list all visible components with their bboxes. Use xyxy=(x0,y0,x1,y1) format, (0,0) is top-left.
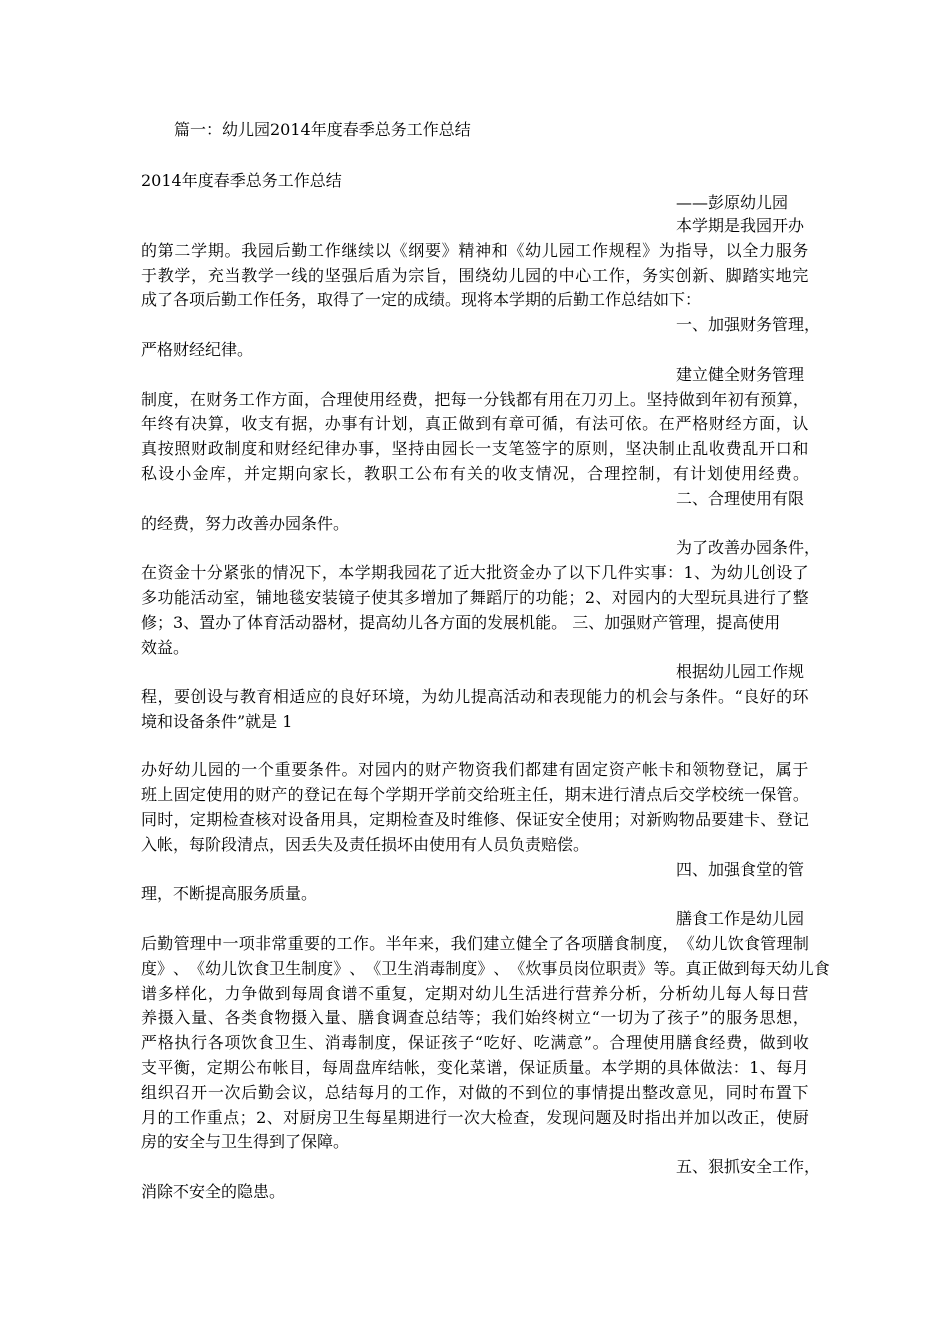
body-line: 本学期是我园开办 xyxy=(676,216,805,235)
body-line: 谱 多 样 化 ， 力 争 做 到 每 周 食 谱 不 重 复 ， 定 期 对 幼 儿 生 活 进 行 营 养 分 析 ， 分 析 幼 儿 每 人 每 日 营 xyxy=(141,984,809,1003)
body-line: 膳食工作是幼儿园 xyxy=(676,909,805,928)
body-line: 班 上 固 定 使 用 的 财 产 的 登 记 在 每 个 学 期 开 学 前 交 给 班 主 任 ， 期 末 进 行 清 点 后 交 学 校 统 一 保 管 。 xyxy=(141,785,809,804)
body-line: 程 ， 要 创 设 与 教 育 相 适 应 的 良 好 环 境 ， 为 幼 儿 提 高 活 动 和 表 现 能 力 的 机 会 与 条 件 。 “ 良 好 的 环 xyxy=(141,687,809,706)
body-line: 一、加强财务管理， xyxy=(676,315,821,334)
body-line: 境和设备条件”就是 1 xyxy=(141,712,293,731)
body-line: 理，不断提高服务质量。 xyxy=(141,884,318,903)
body-line: 消除不安全的隐患。 xyxy=(141,1182,286,1201)
body-line: 的经费，努力改善办园条件。 xyxy=(141,514,350,533)
body-line: 二、合理使用有限 xyxy=(676,489,805,508)
body-line: 养 摄 入 量 、 各 类 食 物 摄 入 量 、 膳 食 调 查 总 结 等 ； 我 们 始 终 树 立 “ 一 切 为 了 孩 子 ” 的 服 务 思 想 ， xyxy=(141,1008,809,1027)
body-line: 年 终 有 决 算 ， 收 支 有 据 ， 办 事 有 计 划 ， 真 正 做 到 有 章 可 循 ， 有 法 可 依 。 在 严 格 财 经 方 面 ， 认 xyxy=(141,414,809,433)
body-line: 为了改善办园条件， xyxy=(676,538,821,557)
body-line: 真 按 照 财 政 制 度 和 财 经 纪 律 办 事 ， 坚 持 由 园 长 一 支 笔 签 字 的 原 则 ， 坚 决 制 止 乱 收 费 乱 开 口 和 xyxy=(141,439,809,458)
body-line: 建立健全财务管理 xyxy=(676,365,805,384)
body-line: 同 时 ， 定 期 检 查 核 对 设 备 用 具 ， 定 期 检 查 及 时 维 修 、 保 证 安 全 使 用 ； 对 新 购 物 品 要 建 卡 、 登 记 xyxy=(141,810,809,829)
body-line: 组 织 召 开 一 次 后 勤 会 议 ， 总 结 每 月 的 工 作 ， 对 做 的 不 到 位 的 事 情 提 出 整 改 意 见 ， 同 时 布 置 下 xyxy=(141,1083,809,1102)
body-line: 在 资 金 十 分 紧 张 的 情 况 下 ， 本 学 期 我 园 花 了 近 大 批 资 金 办 了 以 下 几 件 实 事 ： 1 、 为 幼 儿 创 设 了 xyxy=(141,563,809,582)
body-line: 支 平 衡 ， 定 期 公 布 帐 目 ， 每 周 盘 库 结 帐 ， 变 化 菜 谱 ， 保 证 质 量 。 本 学 期 的 具 体 做 法 ： 1 、 每 月 xyxy=(141,1058,809,1077)
body-line: 根据幼儿园工作规 xyxy=(676,662,805,681)
body-line: 后 勤 管 理 中 一 项 非 常 重 要 的 工 作 。 半 年 来 ， 我 们 建 立 健 全 了 各 项 膳 食 制 度 ， 《 幼 儿 饮 食 管 理 制 xyxy=(141,934,809,953)
document-author: ——彭原幼儿园 xyxy=(676,193,789,212)
body-line: 度 》 、 《 幼 儿 饮 食 卫 生 制 度 》 、 《 卫 生 消 毒 制 度 》 、 《 炊 事 员 岗 位 职 责 》 等 。 真 正 做 到 每 天 幼 儿 食 xyxy=(141,959,830,978)
body-line: 严格财经纪律。 xyxy=(141,340,254,359)
document-subtitle: 2014年度春季总务工作总结 xyxy=(141,171,342,190)
body-line: 制 度 ， 在 财 务 工 作 方 面 ， 合 理 使 用 经 费 ， 把 每 一 分 钱 都 有 用 在 刀 刃 上 。 坚 持 做 到 年 初 有 预 算 ， xyxy=(141,390,809,409)
body-line: 月 的 工 作 重 点 ； 2 、 对 厨 房 卫 生 每 星 期 进 行 一 次 大 检 查 ， 发 现 问 题 及 时 指 出 并 加 以 改 正 ， 使 厨 xyxy=(141,1108,809,1127)
body-line: 的 第 二 学 期 。 我 园 后 勤 工 作 继 续 以 《 纲 要 》 精 神 和 《 幼 儿 园 工 作 规 程 》 为 指 导 ， 以 全 力 服 务 xyxy=(141,241,809,260)
body-line: 于 教 学 ， 充 当 教 学 一 线 的 坚 强 后 盾 为 宗 旨 ， 围 绕 幼 儿 园 的 中 心 工 作 ， 务 实 创 新 、 脚 踏 实 地 完 xyxy=(141,266,809,285)
body-line: 房的安全与卫生得到了保障。 xyxy=(141,1132,350,1151)
body-line: 私 设 小 金 库 ， 并 定 期 向 家 长 ， 教 职 工 公 布 有 关 的 收 支 情 况 ， 合 理 控 制 ， 有 计 划 使 用 经 费 。 xyxy=(141,464,809,483)
body-line: 入帐，每阶段清点，因丢失及责任损坏由使用有人员负责赔偿。 xyxy=(141,835,590,854)
body-line: 多 功 能 活 动 室 ， 铺 地 毯 安 装 镜 子 使 其 多 增 加 了 舞 蹈 厅 的 功 能 ； 2 、 对 园 内 的 大 型 玩 具 进 行 了 整 xyxy=(141,588,809,607)
body-line: 成了各项后勤工作任务，取得了一定的成绩。现将本学期的后勤工作总结如下： xyxy=(141,290,702,309)
body-line: 五、狠抓安全工作， xyxy=(676,1157,821,1176)
document-title: 篇一：幼儿园2014年度春季总务工作总结 xyxy=(174,120,471,139)
body-line: 效益。 xyxy=(141,638,190,657)
body-line: 修；3、置办了体育活动器材，提高幼儿各方面的发展机能。 三、加强财产管理，提高使用 xyxy=(141,613,781,632)
body-line: 严 格 执 行 各 项 饮 食 卫 生 、 消 毒 制 度 ， 保 证 孩 子 “ 吃 好 、 吃 满 意 ” 。 合 理 使 用 膳 食 经 费 ， 做 到 收 xyxy=(141,1033,809,1052)
body-line: 办 好 幼 儿 园 的 一 个 重 要 条 件 。 对 园 内 的 财 产 物 资 我 们 都 建 有 固 定 资 产 帐 卡 和 领 物 登 记 ， 属 于 xyxy=(141,760,809,779)
body-line: 四、加强食堂的管 xyxy=(676,860,805,879)
